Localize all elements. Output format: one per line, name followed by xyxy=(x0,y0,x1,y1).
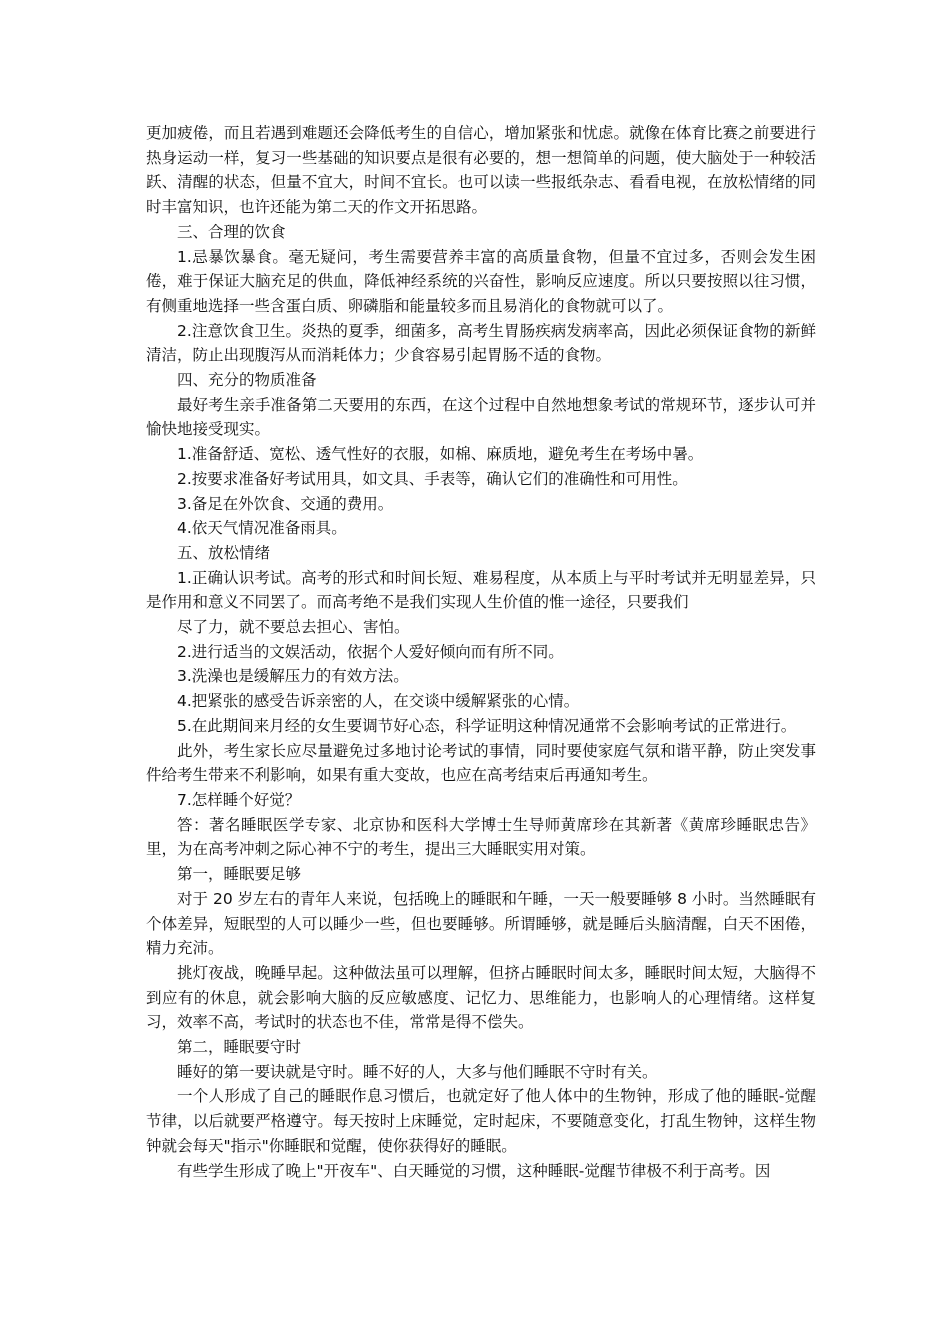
paragraph: 4.把紧张的感受告诉亲密的人，在交谈中缓解紧张的心情。 xyxy=(177,692,580,711)
paragraph: 3.洗澡也是缓解压力的有效方法。 xyxy=(177,667,409,686)
paragraph: 睡好的第一要诀就是守时。睡不好的人，大多与他们睡眠不守时有关。 xyxy=(177,1062,658,1081)
paragraph: 对于 20 岁左右的青年人来说，包括晚上的睡眠和午睡，一天一般要睡够 8 小时。当然睡眠有个体差异，短眠型的人可以睡少一些，但也要睡够。所谓睡够，就是睡后头脑清醒，白天不困倦，精力充沛。 xyxy=(146,889,816,958)
paragraph: 三、合理的饮食 xyxy=(177,222,286,241)
paragraph: 2.注意饮食卫生。炎热的夏季，细菌多，高考生胃肠疾病发病率高，因此必须保证食物的新鲜清洁，防止出现腹泻从而消耗体力；少食容易引起胃肠不适的食物。 xyxy=(146,321,816,365)
paragraph: 1.忌暴饮暴食。毫无疑问，考生需要营养丰富的高质量食物，但量不宜过多，否则会发生困倦，难于保证大脑充足的供血，降低神经系统的兴奋性，影响反应速度。所以只要按照以往习惯，有侧重地选择一些含蛋白质、卵磷脂和能量较多而且易消化的食物就可以了。 xyxy=(146,247,816,315)
paragraph: 2.进行适当的文娱活动，依据个人爱好倾向而有所不同。 xyxy=(177,642,564,661)
paragraph: 挑灯夜战，晚睡早起。这种做法虽可以理解，但挤占睡眠时间太多，睡眠时间太短，大脑得不到应有的休息，就会影响大脑的反应敏感度、记忆力、思维能力，也影响人的心理情绪。这样复习，效率不高，考试时的状态也不佳，常常是得不偿失。 xyxy=(146,963,816,1032)
paragraph: 答：著名睡眠医学专家、北京协和医科大学博士生导师黄席珍在其新著《黄席珍睡眠忠告》里，为在高考冲刺之际心神不宁的考生，提出三大睡眠实用对策。 xyxy=(146,815,816,859)
paragraph: 第一，睡眠要足够 xyxy=(177,865,302,884)
paragraph: 五、放松情绪 xyxy=(177,543,271,562)
paragraph: 一个人形成了自己的睡眠作息习惯后，也就定好了他人体中的生物钟，形成了他的睡眠-觉醒节律，以后就要严格遵守。每天按时上床睡觉，定时起床，不要随意变化，打乱生物钟，这样生物钟就会每天"指示"你睡眠和觉醒，使你获得好的睡眠。 xyxy=(146,1087,816,1155)
paragraph: 5.在此期间来月经的女生要调节好心态，科学证明这种情况通常不会影响考试的正常进行。 xyxy=(177,716,797,735)
paragraph: 第二，睡眠要守时 xyxy=(177,1038,302,1057)
document-body xyxy=(146,121,816,1183)
paragraph: 四、充分的物质准备 xyxy=(177,371,317,390)
paragraph: 1.正确认识考试。高考的形式和时间长短、难易程度，从本质上与平时考试并无明显差异，只是作用和意义不同罢了。而高考绝不是我们实现人生价值的惟一途径，只要我们 xyxy=(146,568,816,612)
paragraph: 2.按要求准备好考试用具，如文具、手表等，确认它们的准确性和可用性。 xyxy=(177,469,688,488)
paragraph: 更加疲倦，而且若遇到难题还会降低考生的自信心，增加紧张和忧虑。就像在体育比赛之前要进行热身运动一样，复习一些基础的知识要点是很有必要的，想一想简单的问题，使大脑处于一种较活跃、清醒的状态，但量不宜大，时间不宜长。也可以读一些报纸杂志、看看电视，在放松情绪的同时丰富知识，也许还能为第二天的作文开拓思路。 xyxy=(146,124,816,217)
paragraph: 4.依天气情况准备雨具。 xyxy=(177,519,347,538)
paragraph: 1.准备舒适、宽松、透气性好的衣服，如棉、麻质地，避免考生在考场中暑。 xyxy=(177,445,704,464)
paragraph: 此外，考生家长应尽量避免过多地讨论考试的事情，同时要使家庭气氛和谐平静，防止突发事件给考生带来不利影响，如果有重大变故，也应在高考结束后再通知考生。 xyxy=(146,741,816,785)
paragraph: 有些学生形成了晚上"开夜车"、白天睡觉的习惯，这种睡眠-觉醒节律极不利于高考。因 xyxy=(177,1161,771,1180)
paragraph: 尽了力，就不要总去担心、害怕。 xyxy=(177,618,410,637)
paragraph: 最好考生亲手准备第二天要用的东西，在这个过程中自然地想象考试的常规环节，逐步认可并愉快地接受现实。 xyxy=(146,395,816,439)
paragraph: 3.备足在外饮食、交通的费用。 xyxy=(177,494,394,513)
paragraph: 7.怎样睡个好觉？ xyxy=(177,790,301,809)
